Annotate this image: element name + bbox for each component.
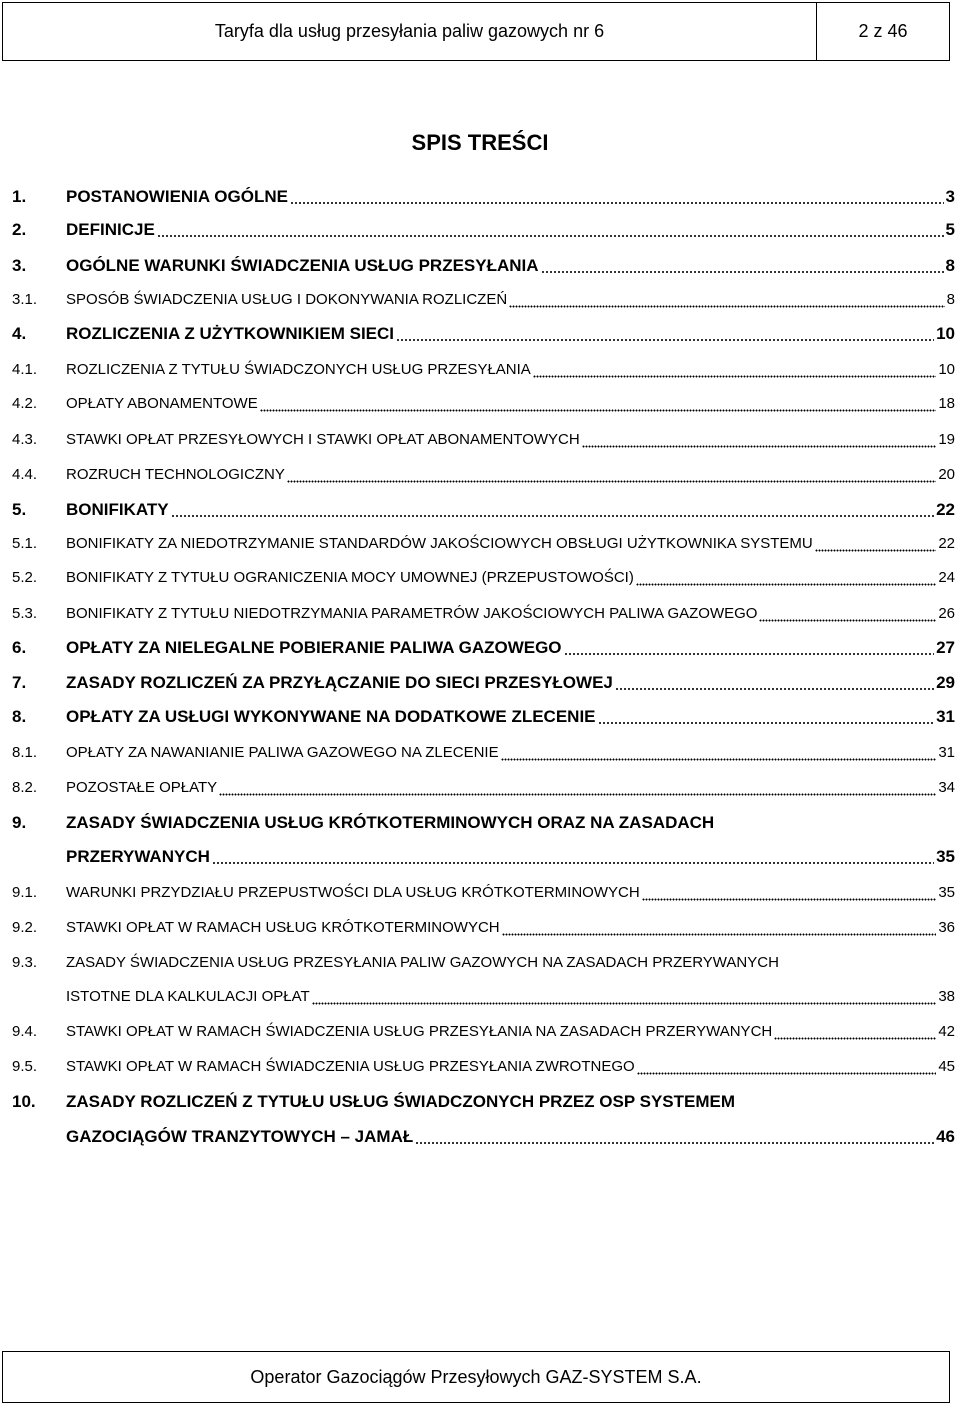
toc-entry[interactable] [0,255,955,277]
toc-entry-number: 5.3. [12,605,38,622]
toc-entry-text: BONIFIKATY Z TYTUŁU NIEDOTRZYMANIA PARAMETRÓW JAKOŚCIOWYCH PALIWA GAZOWEGO [66,605,758,622]
dot-leader [815,533,937,555]
toc-entry[interactable] [0,637,955,659]
toc-entry-number: 8. [12,707,27,726]
toc-entry[interactable] [0,219,955,241]
toc-page-number: 8 [945,256,955,275]
toc-entry-text: STAWKI OPŁAT W RAMACH USŁUG KRÓTKOTERMINOWYCH [66,919,500,936]
toc-entry-number: 4.2. [12,395,38,412]
toc-page-number: 27 [936,638,955,657]
toc-page-number: 36 [938,919,955,936]
dot-leader [312,986,937,1008]
dot-leader [598,706,935,728]
toc-page-number: 3 [945,187,955,206]
toc-entry-number: 8.1. [12,744,38,761]
toc-entry-number: 9.2. [12,919,38,936]
dot-leader [260,393,937,415]
toc-page-number: 35 [938,884,955,901]
dot-leader [219,777,936,799]
toc-entry-number: 10. [12,1092,36,1111]
toc-page-number: 45 [938,1058,955,1075]
toc-entry-number: 9.5. [12,1058,38,1075]
toc-entry-number: 4.4. [12,466,38,483]
toc-entry-number: 3.1. [12,291,38,308]
dot-leader [157,219,944,241]
toc-entry[interactable] [0,359,955,381]
dot-leader [212,846,934,868]
toc-entry[interactable] [0,393,955,415]
toc-entry-text: SPOSÓB ŚWIADCZENIA USŁUG I DOKONYWANIA ROZLICZEŃ [66,291,508,308]
toc-page-number: 5 [945,220,955,239]
toc-page-number: 10 [936,324,955,343]
toc-page-number: 22 [938,535,955,552]
toc-entry[interactable] [0,882,955,904]
document-title: Taryfa dla usług przesyłania paliw gazowych nr 6 [3,3,817,60]
toc-page-number: 20 [938,466,955,483]
toc-entry-number: 3. [12,256,27,275]
dot-leader [415,1126,934,1148]
toc-page-number: 31 [936,707,955,726]
dot-leader [287,464,936,486]
toc-entry-text: POZOSTAŁE OPŁATY [66,779,218,796]
toc-entry-text: BONIFIKATY Z TYTUŁU OGRANICZENIA MOCY UMOWNEJ (PRZEPUSTOWOŚCI) [66,569,634,586]
dot-leader [171,499,934,521]
dot-leader [396,323,934,345]
toc-entry-number: 9.4. [12,1023,38,1040]
dot-leader [582,429,937,451]
dot-leader [636,567,936,589]
toc-page-number: 29 [936,673,955,692]
toc-entry-number: 5.2. [12,569,38,586]
toc-entry-number: 2. [12,220,27,239]
toc-page-number: 18 [938,395,955,412]
dot-leader [501,742,937,764]
toc-entry-text: BONIFIKATY [66,500,169,519]
toc-entry-text: STAWKI OPŁAT PRZESYŁOWYCH I STAWKI OPŁAT ABONAMENTOWYCH [66,431,580,448]
page-header [2,2,950,61]
toc-entry-first-line [0,812,955,834]
toc-entry[interactable] [0,986,955,1008]
dot-leader [759,603,936,625]
toc-entry-number: 8.2. [12,779,38,796]
toc-page-number: 42 [938,1023,955,1040]
toc-entry-text: ROZRUCH TECHNOLOGICZNY [66,466,285,483]
toc-entry-text: BONIFIKATY ZA NIEDOTRZYMANIE STANDARDÓW JAKOŚCIOWYCH OBSŁUGI UŻYTKOWNIKA SYSTEMU [66,535,813,552]
toc-page-number: 38 [938,988,955,1005]
dot-leader [541,255,944,277]
page-number: 2 z 46 [858,21,908,41]
toc-entry[interactable] [0,917,955,939]
toc-entry[interactable] [0,567,955,589]
toc-page-number: 26 [938,605,955,622]
toc-entry[interactable] [0,533,955,555]
toc-entry[interactable] [0,777,955,799]
dot-leader [615,672,934,694]
toc-entry[interactable] [0,1021,955,1043]
toc-entry-text: ZASADY ROZLICZEŃ Z TYTUŁU USŁUG ŚWIADCZONYCH PRZEZ OSP SYSTEMEM [66,1092,736,1111]
toc-entry-number: 6. [12,638,27,657]
toc-entry-number: 1. [12,187,27,206]
toc-entry[interactable] [0,429,955,451]
dot-leader [509,289,944,311]
toc-page-number: 10 [938,361,955,378]
toc-entry[interactable] [0,499,955,521]
toc-entry-number: 9. [12,813,27,832]
toc-entry-number: 7. [12,673,27,692]
dot-leader [502,917,937,939]
toc-heading: SPIS TREŚCI [411,130,549,155]
dot-leader [290,186,944,208]
toc-entry[interactable] [0,706,955,728]
toc-entry-text: PRZERYWANYCH [66,847,210,866]
toc-entry-text: DEFINICJE [66,220,155,239]
dot-leader [637,1056,937,1078]
toc-page-number: 19 [938,431,955,448]
toc-entry-number: 9.1. [12,884,38,901]
toc-entry[interactable] [0,1126,955,1148]
toc-entry-text: ROZLICZENIA Z UŻYTKOWNIKIEM SIECI [66,324,395,343]
toc-entry[interactable] [0,846,955,868]
dot-leader [564,637,935,659]
toc-page-number: 22 [936,500,955,519]
toc-entry-number: 4.1. [12,361,38,378]
toc-page-number: 8 [946,291,955,308]
dot-leader [774,1021,936,1043]
toc-entry-text: WARUNKI PRZYDZIAŁU PRZEPUSTWOŚCI DLA USŁUG KRÓTKOTERMINOWYCH [66,884,640,901]
toc-page-number: 35 [936,847,955,866]
toc-entry-text: OPŁATY ABONAMENTOWE [66,395,258,412]
toc-entry-text: OGÓLNE WARUNKI ŚWIADCZENIA USŁUG PRZESYŁANIA [66,256,539,275]
toc-entry[interactable] [0,186,955,208]
toc-entry-first-line [0,1091,955,1113]
toc-entry-number: 4.3. [12,431,38,448]
toc-page-number: 24 [938,569,955,586]
toc-entry-text: OPŁATY ZA NAWANIANIE PALIWA GAZOWEGO NA ZLECENIE [66,744,499,761]
dot-leader [533,359,937,381]
toc-entry-text: ZASADY ROZLICZEŃ ZA PRZYŁĄCZANIE DO SIECI PRZESYŁOWEJ [66,673,613,692]
toc-entry-text: ROZLICZENIA Z TYTUŁU ŚWIADCZONYCH USŁUG PRZESYŁANIA [66,361,531,378]
toc-entry-number: 5. [12,500,27,519]
toc-entry-text: OPŁATY ZA USŁUGI WYKONYWANE NA DODATKOWE ZLECENIE [66,707,596,726]
dot-leader [642,882,937,904]
toc-entry-number: 4. [12,324,27,343]
toc-entry-text: STAWKI OPŁAT W RAMACH ŚWIADCZENIA USŁUG PRZESYŁANIA ZWROTNEGO [66,1058,635,1075]
toc-page-number: 46 [936,1127,955,1146]
toc-entry-text: POSTANOWIENIA OGÓLNE [66,187,288,206]
toc-entry-text: ZASADY ŚWIADCZENIA USŁUG PRZESYŁANIA PALIW GAZOWYCH NA ZASADACH PRZERYWANYCH [66,954,779,971]
toc-entry[interactable] [0,603,955,625]
toc-entry[interactable] [0,672,955,694]
toc-page-number: 31 [938,744,955,761]
toc-entry-first-line [0,952,955,974]
toc-entry-text: ISTOTNE DLA KALKULACJI OPŁAT [66,988,310,1005]
toc-entry-text: OPŁATY ZA NIELEGALNE POBIERANIE PALIWA GAZOWEGO [66,638,562,657]
toc-entry-number: 9.3. [12,954,38,971]
toc-page-number: 34 [938,779,955,796]
toc-entry[interactable] [0,742,955,764]
toc-entry-number: 5.1. [12,535,38,552]
footer-company: Operator Gazociągów Przesyłowych GAZ-SYSTEM S.A. [250,1366,702,1387]
toc-entry[interactable] [0,289,955,311]
toc-entry-text: STAWKI OPŁAT W RAMACH ŚWIADCZENIA USŁUG PRZESYŁANIA NA ZASADACH PRZERYWANYCH [66,1023,773,1040]
toc-entry[interactable] [0,323,955,345]
toc-entry[interactable] [0,1056,955,1078]
page-footer [2,1351,950,1403]
toc-entry[interactable] [0,464,955,486]
toc-entry-text: GAZOCIĄGÓW TRANZYTOWYCH – JAMAŁ [66,1127,414,1146]
toc-entry-text: ZASADY ŚWIADCZENIA USŁUG KRÓTKOTERMINOWYCH ORAZ NA ZASADACH [66,813,715,832]
